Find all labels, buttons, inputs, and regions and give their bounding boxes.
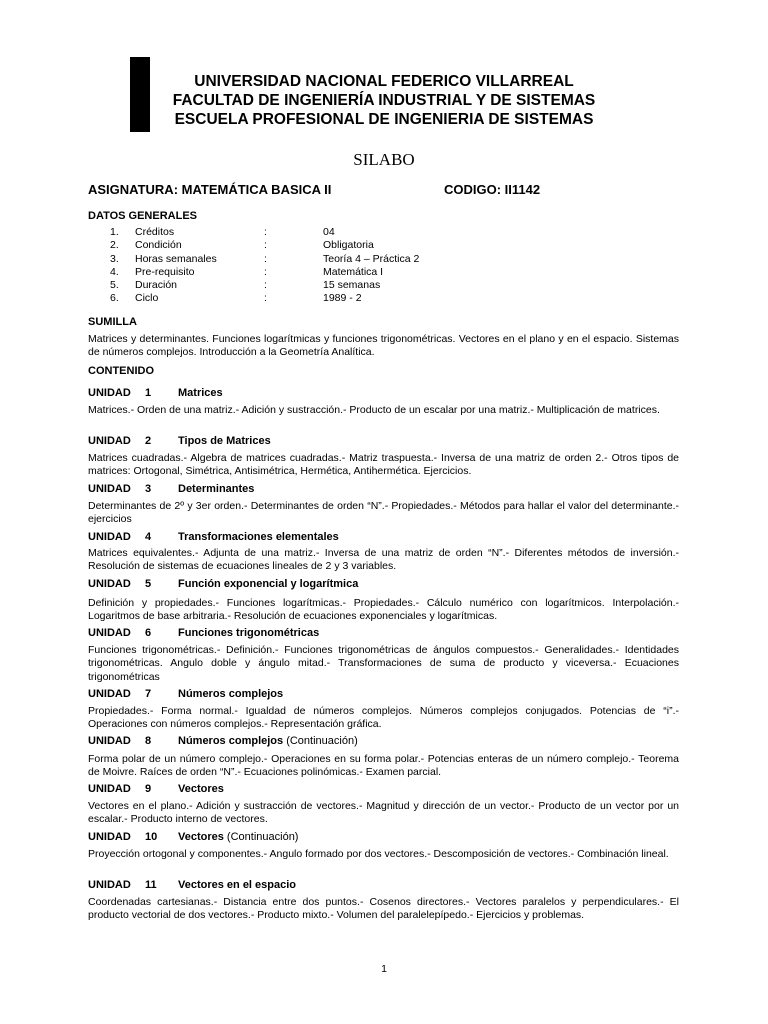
faculty-title: FACULTAD DE INGENIERÍA INDUSTRIAL Y DE SISTEMAS: [172, 92, 596, 109]
unit-word: UNIDAD: [88, 688, 131, 700]
unit-description: Forma polar de un número complejo.- Operaciones en su forma polar.- Potencias enteras de un número complejo.- Teorema de Moivre. Raíces de orden “N”.- Ecuaciones polinómicas.- Examen parcial.: [88, 753, 679, 779]
unit-title: [178, 483, 254, 495]
unit-title-text: Funciones trigonométricas: [178, 627, 320, 639]
unit-title: [178, 531, 339, 543]
school-title: ESCUELA PROFESIONAL DE INGENIERIA DE SISTEMAS: [174, 111, 594, 128]
unit-number: 3: [145, 483, 152, 495]
datos-generales-list: [88, 226, 488, 306]
item-value: 04: [323, 226, 335, 238]
unit-word: UNIDAD: [88, 831, 131, 843]
item-colon: :: [264, 239, 267, 252]
unit-description: Proyección ortogonal y componentes.- Angulo formado por dos vectores.- Descomposición de vectores.- Combinación lineal.: [88, 848, 669, 860]
unit-title: [178, 735, 358, 747]
unit-title-text: Vectores en el espacio: [178, 879, 297, 891]
contenido-heading: CONTENIDO: [88, 365, 154, 377]
datos-row: [88, 226, 488, 239]
unit-number: 4: [145, 531, 152, 543]
datos-row: [88, 239, 488, 252]
item-label: Pre-requisito: [135, 265, 195, 278]
unit-description: Matrices.- Orden de una matriz.- Adición y sustracción.- Producto de un escalar por una matriz.- Multiplicación de matrices.: [88, 404, 660, 416]
unit-number: 8: [145, 735, 152, 747]
datos-row: [88, 279, 488, 292]
unit-title: [178, 435, 271, 447]
unit-word: UNIDAD: [88, 735, 131, 747]
unit-word: UNIDAD: [88, 483, 131, 495]
unit-title: [178, 879, 296, 891]
unit-title: [178, 578, 358, 590]
unit-number: 5: [145, 578, 152, 590]
item-label: Duración: [135, 279, 178, 292]
unit-description: Propiedades.- Forma normal.- Igualdad de números complejos. Números complejos conjugados. Potencias de “i”.- Operaciones con números complejos.- Representación gráfica.: [88, 705, 679, 731]
unit-subtitle: (Continuación): [283, 735, 358, 747]
item-value: Obligatoria: [323, 239, 374, 252]
unit-title: [178, 688, 283, 700]
unit-description: Matrices cuadradas.- Algebra de matrices cuadradas.- Matriz traspuesta.- Inversa de una matriz de orden 2.- Otros tipos de matrices: Ortogonal, Simétrica, Antisimétrica, Hermética, Antihermética. Ejercicios.: [88, 452, 679, 478]
item-colon: :: [264, 226, 267, 238]
unit-word: UNIDAD: [88, 531, 131, 543]
unit-description: Matrices equivalentes.- Adjunta de una matriz.- Inversa de una matriz de orden “N”.- Diferentes métodos de inversión.- Resolución de sistemas de ecuaciones lineales de 2 y 3 variables.: [88, 547, 679, 573]
item-number: 2.: [110, 239, 119, 252]
unit-number: 10: [145, 831, 158, 843]
item-label: Condición: [135, 239, 182, 252]
document-title: SILABO: [353, 150, 415, 169]
unit-word: UNIDAD: [88, 435, 131, 447]
item-label: Ciclo: [135, 292, 159, 305]
unit-title: [178, 831, 298, 843]
item-number: 6.: [110, 292, 119, 305]
unit-description: Vectores en el plano.- Adición y sustracción de vectores.- Magnitud y dirección de un vector.- Producto de un vector por un escalar.- Producto interno de vectores.: [88, 800, 679, 826]
unit-word: UNIDAD: [88, 578, 131, 590]
unit-number: 1: [145, 387, 152, 399]
item-number: 4.: [110, 265, 119, 278]
unit-title: [178, 627, 319, 639]
datos-row: [88, 292, 488, 305]
sumilla-heading: SUMILLA: [88, 316, 137, 328]
unit-title-text: Matrices: [178, 387, 223, 399]
unit-title: [178, 783, 224, 795]
unit-number: 2: [145, 435, 152, 447]
item-colon: :: [264, 265, 267, 278]
unit-title-text: Números complejos: [178, 735, 284, 747]
unit-description: Coordenadas cartesianas.- Distancia entre dos puntos.- Cosenos directores.- Vectores paralelos y perpendiculares.- El producto vectorial de dos vectores.- Producto mixto.- Volumen del paralelepípedo.- Ejercicios y problemas.: [88, 896, 679, 922]
codigo-label: CODIGO: II1142: [444, 182, 541, 197]
unit-title: [178, 387, 223, 399]
item-value: 1989 - 2: [323, 292, 362, 305]
asignatura-label: ASIGNATURA: MATEMÁTICA BASICA II: [88, 182, 332, 197]
unit-title-text: Transformaciones elementales: [178, 531, 339, 543]
item-value: Matemática I: [323, 265, 384, 278]
item-label: Horas semanales: [135, 252, 217, 265]
unit-subtitle: (Continuación): [223, 831, 299, 843]
unit-description: Definición y propiedades.- Funciones logarítmicas.- Propiedades.- Cálculo numérico con logarítmicos. Interpolación.- Logaritmos de base arbitraria.- Resolución de ecuaciones exponenciales y logarítmicas.: [88, 597, 679, 623]
unit-number: 9: [145, 783, 152, 795]
unit-word: UNIDAD: [88, 627, 131, 639]
unit-word: UNIDAD: [88, 879, 131, 891]
unit-title-text: Vectores: [178, 783, 224, 795]
unit-title-text: Vectores: [178, 831, 224, 843]
item-value: Teoría 4 – Práctica 2: [323, 252, 420, 265]
unit-number: 6: [145, 627, 152, 639]
datos-row: [88, 253, 488, 266]
unit-title-text: Tipos de Matrices: [178, 435, 271, 447]
unit-description: Funciones trigonométricas.- Definición.- Funciones trigonométricas de ángulos compuestos.- Generalidades.- Identidades trigonométricas. Angulo doble y ángulo mitad.- Transformaciones de suma de producto y viceversa.- Ecuaciones trigonométricas: [88, 644, 679, 683]
item-value: 15 semanas: [323, 279, 381, 292]
item-colon: :: [264, 292, 267, 305]
unit-description: Determinantes de 2º y 3er orden.- Determinantes de orden “N”.- Propiedades.- Métodos para hallar el valor del determinante.- ejercicios: [88, 500, 679, 526]
item-colon: :: [264, 252, 267, 265]
datos-generales-heading: DATOS GENERALES: [88, 210, 197, 222]
unit-number: 7: [145, 688, 152, 700]
unit-title-text: Determinantes: [178, 483, 255, 495]
item-colon: :: [264, 279, 267, 292]
unit-title-text: Función exponencial y logarítmica: [178, 578, 359, 590]
page-number: 1: [381, 963, 387, 975]
datos-row: [88, 266, 488, 279]
sumilla-text: Matrices y determinantes. Funciones logarítmicas y funciones trigonométricas. Vectores en el plano y en el espacio. Sistemas de números complejos. Introducción a la Geometría Analítica.: [88, 333, 679, 359]
unit-number: 11: [145, 879, 157, 891]
unit-word: UNIDAD: [88, 783, 131, 795]
university-title: UNIVERSIDAD NACIONAL FEDERICO VILLARREAL: [194, 73, 574, 90]
item-number: 1.: [110, 226, 119, 238]
item-number: 3.: [110, 252, 119, 265]
item-label: Créditos: [135, 226, 175, 238]
unit-word: UNIDAD: [88, 387, 131, 399]
unit-title-text: Números complejos: [178, 688, 284, 700]
item-number: 5.: [110, 279, 119, 292]
